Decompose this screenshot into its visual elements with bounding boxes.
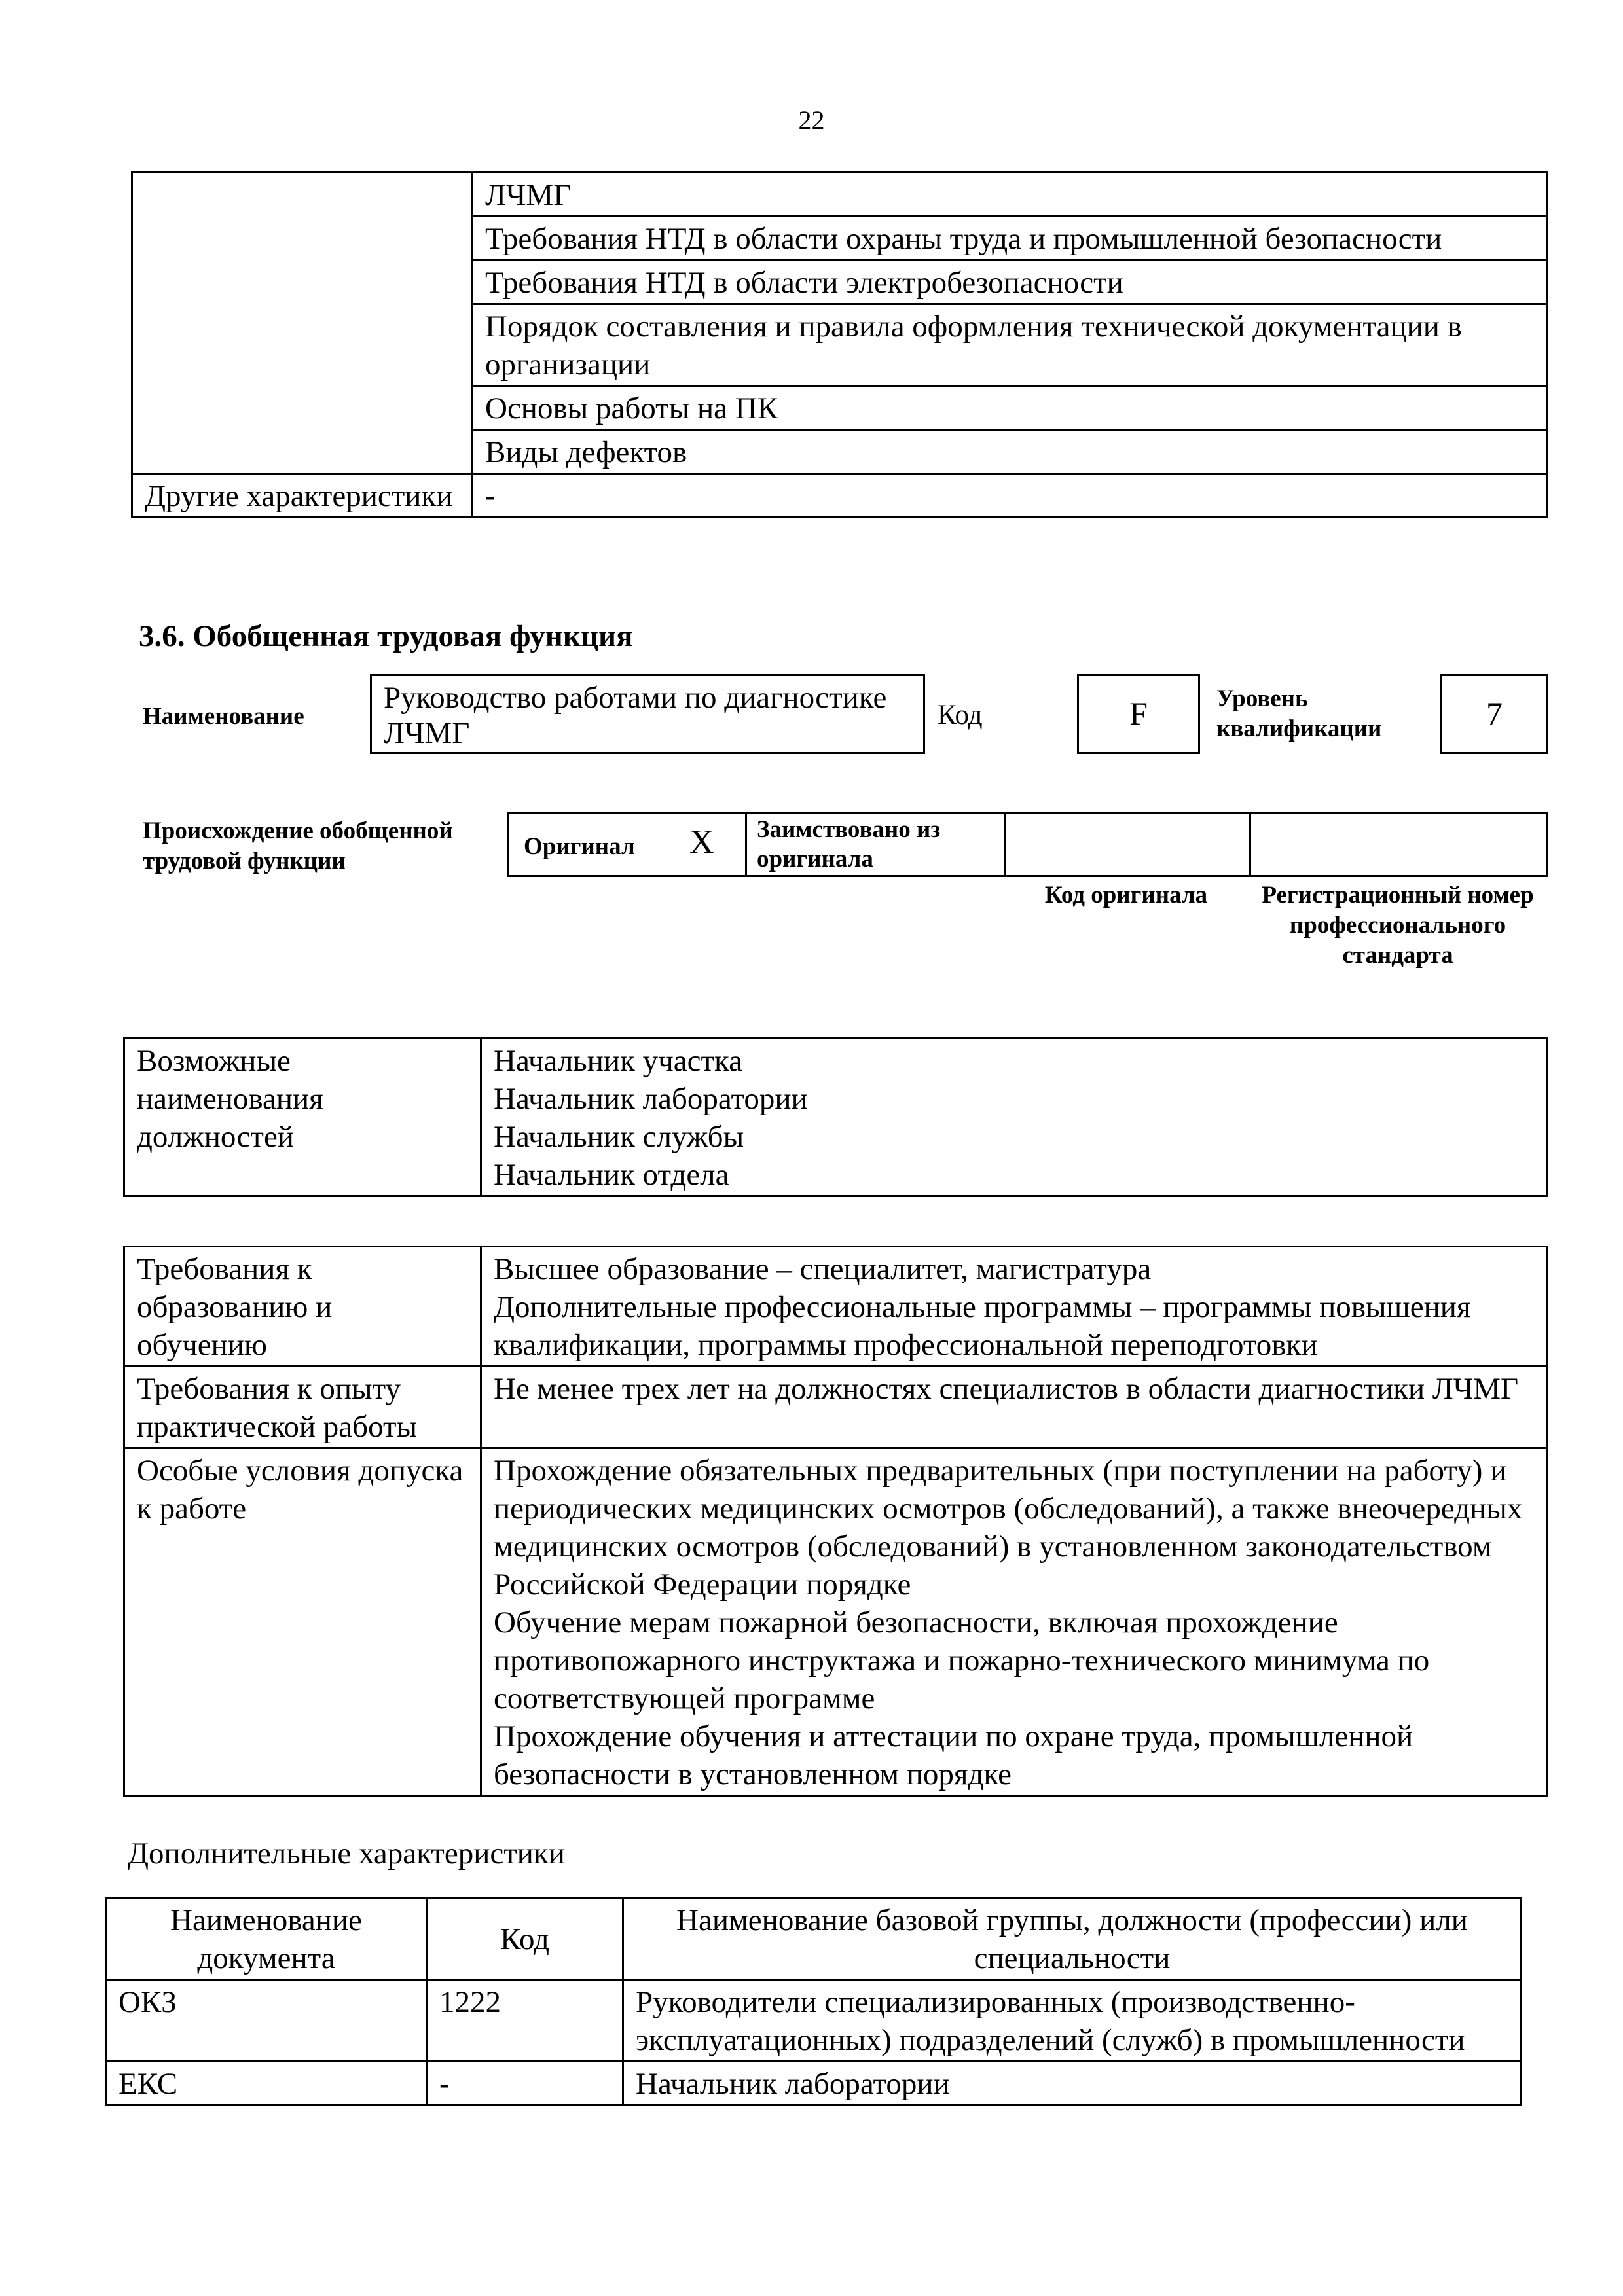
other-characteristics-label: Другие характеристики bbox=[132, 474, 473, 518]
row-code: 1222 bbox=[427, 1980, 623, 2062]
conditions-label: Особые условия допуска к работе bbox=[124, 1448, 481, 1796]
header-document: Наименование документа bbox=[106, 1898, 427, 1980]
divider bbox=[1004, 814, 1006, 875]
empty-label-cell bbox=[132, 173, 473, 474]
condition-line: Прохождение обучения и аттестации по охране труда, промышленной безопасности в установленном порядке bbox=[494, 1719, 1413, 1791]
borrowed-label: Заимствовано из оригинала bbox=[757, 816, 941, 872]
header-name: Наименование базовой группы, должности (профессии) или специальности bbox=[623, 1898, 1522, 1980]
reg-number-caption: Регистрационный номер профессионального стандарта bbox=[1262, 882, 1534, 969]
page-number: 22 bbox=[798, 105, 825, 135]
name-value-box bbox=[370, 674, 925, 754]
row-doc: ЕКС bbox=[106, 2062, 427, 2106]
section-title: 3.6. Обобщенная трудовая функция bbox=[139, 619, 633, 653]
knowledge-item: Порядок составления и правила оформления технической документации в организации bbox=[473, 304, 1548, 386]
knowledge-table bbox=[131, 171, 1548, 518]
header-code: Код bbox=[427, 1898, 623, 1980]
origin-label: Происхождение обобщенной трудовой функции bbox=[143, 817, 453, 874]
original-label: Оригинал bbox=[524, 833, 635, 860]
name-label: Наименование bbox=[143, 703, 304, 730]
positions-label: Возможные наименования должностей bbox=[124, 1039, 481, 1196]
position-item: Начальник службы bbox=[494, 1120, 744, 1154]
level-label: Уровень квалификации bbox=[1216, 685, 1382, 742]
name-value: Руководство работами по диагностике ЛЧМГ bbox=[384, 681, 887, 750]
knowledge-item: Виды дефектов bbox=[473, 430, 1548, 474]
knowledge-item: Требования НТД в области электробезопасности bbox=[473, 260, 1548, 304]
position-item: Начальник отдела bbox=[494, 1158, 729, 1192]
row-name: Руководители специализированных (производственно-эксплуатационных) подразделений (служб) в промышленности bbox=[623, 1980, 1522, 2062]
experience-value: Не менее трех лет на должностях специалистов в области диагностики ЛЧМГ bbox=[481, 1367, 1548, 1448]
conditions-value bbox=[481, 1448, 1548, 1796]
position-item: Начальник участка bbox=[494, 1044, 742, 1078]
divider bbox=[745, 814, 747, 875]
positions-table bbox=[123, 1037, 1548, 1197]
code-value: F bbox=[1077, 674, 1200, 754]
code-original-caption: Код оригинала bbox=[1044, 882, 1208, 908]
row-name: Начальник лаборатории bbox=[623, 2062, 1522, 2106]
education-line: Высшее образование – специалитет, магистратура bbox=[494, 1252, 1152, 1286]
row-doc: ОКЗ bbox=[106, 1980, 427, 2062]
education-value bbox=[481, 1247, 1548, 1367]
origin-box bbox=[507, 812, 1548, 877]
level-value: 7 bbox=[1440, 674, 1548, 754]
divider bbox=[1249, 814, 1251, 875]
original-mark: X bbox=[689, 823, 714, 861]
knowledge-item: Требования НТД в области охраны труда и промышленной безопасности bbox=[473, 217, 1548, 260]
condition-line: Прохождение обязательных предварительных (при поступлении на работу) и периодических медицинских осмотров (обследований), а также внеочередных медицинских осмотров (обследований) в установленном законодательством Российской Федерации порядке bbox=[494, 1454, 1523, 1602]
additional-title: Дополнительные характеристики bbox=[128, 1837, 565, 1871]
other-characteristics-value: - bbox=[473, 474, 1548, 518]
knowledge-item: ЛЧМГ bbox=[473, 173, 1548, 217]
experience-label: Требования к опыту практической работы bbox=[124, 1367, 481, 1448]
knowledge-item: Основы работы на ПК bbox=[473, 386, 1548, 430]
additional-table bbox=[105, 1897, 1522, 2106]
requirements-table bbox=[123, 1246, 1548, 1797]
condition-line: Обучение мерам пожарной безопасности, включая прохождение противопожарного инструктажа и пожарно-технического минимума по соответствующей программе bbox=[494, 1605, 1430, 1715]
education-label: Требования к образованию и обучению bbox=[124, 1247, 481, 1367]
positions-list bbox=[481, 1039, 1548, 1196]
position-item: Начальник лаборатории bbox=[494, 1082, 808, 1116]
row-code: - bbox=[427, 2062, 623, 2106]
education-line: Дополнительные профессиональные программы – программы повышения квалификации, программы профессиональной переподготовки bbox=[494, 1290, 1471, 1362]
code-label: Код bbox=[938, 700, 983, 730]
